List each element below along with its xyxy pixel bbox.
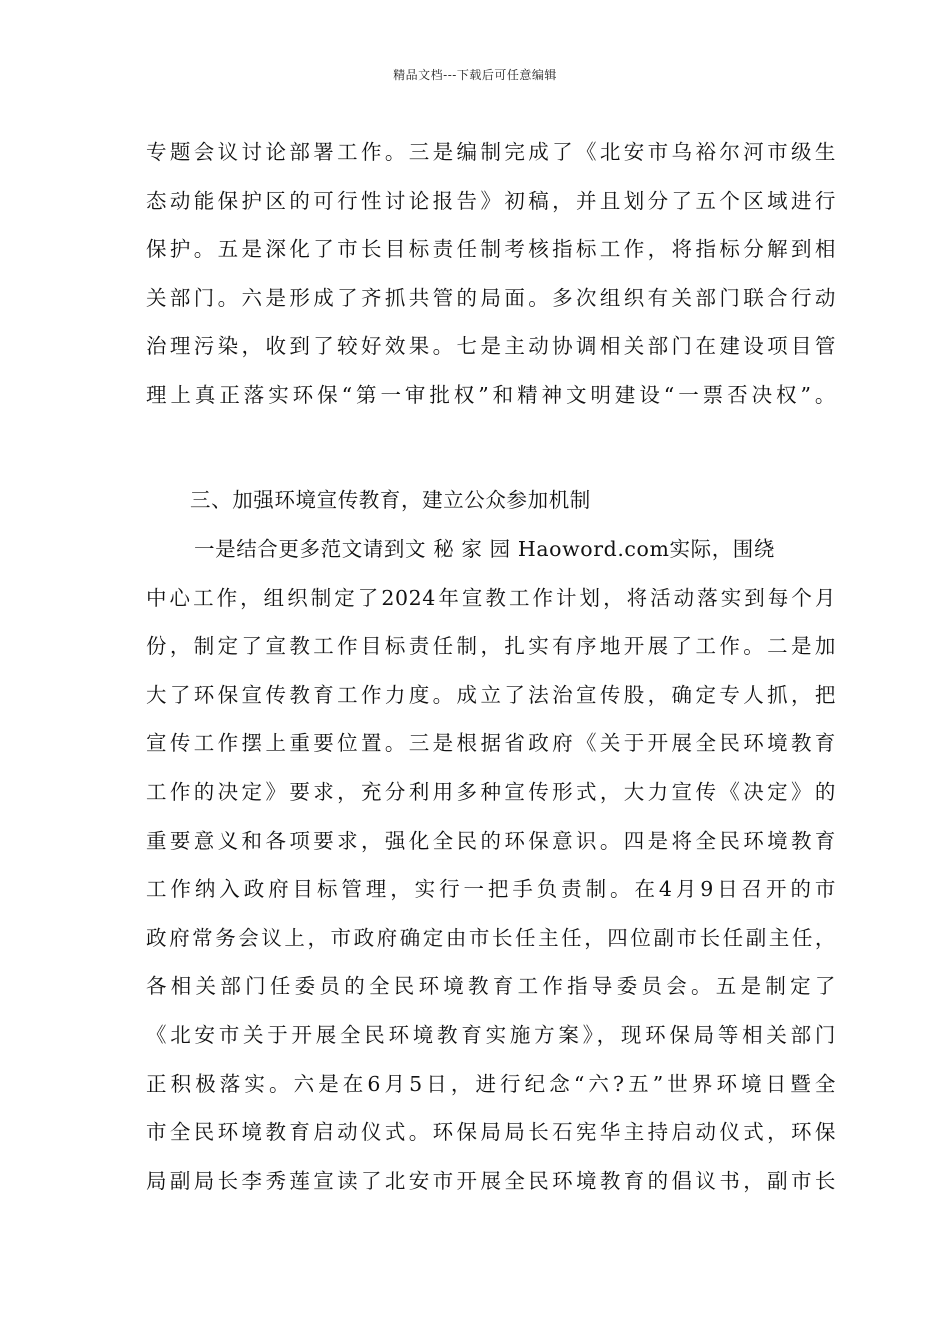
text-line: 治理污染，收到了较好效果。七是主动协调相关部门在建设项目管 — [146, 334, 836, 359]
paragraph-body — [146, 525, 836, 1205]
text-line: 中心工作，组织制定了2024年宣教工作计划，将活动落实到每个月 — [146, 585, 836, 610]
text-line-first: 一是结合更多范文请到文 秘 家 园 Haoword.com实际，围绕 — [194, 537, 775, 561]
text-line: 工作纳入政府目标管理，实行一把手负责制。在4月9日召开的市 — [146, 877, 836, 902]
text-line: 重要意义和各项要求，强化全民的环保意识。四是将全民环境教育 — [146, 828, 836, 853]
text-line: 宣传工作摆上重要位置。三是根据省政府《关于开展全民环境教育 — [146, 731, 836, 756]
text-line: 份，制定了宣教工作目标责任制，扎实有序地开展了工作。二是加 — [146, 634, 836, 659]
text-line: 专题会议讨论部署工作。三是编制完成了《北安市乌裕尔河市级生 — [146, 140, 836, 164]
text-line: 保护。五是深化了市长目标责任制考核指标工作，将指标分解到相 — [146, 237, 836, 262]
text-line: 政府常务会议上，市政府确定由市长任主任，四位副市长任副主任， — [146, 925, 836, 950]
text-line: 态动能保护区的可行性讨论报告》初稿，并且划分了五个区域进行 — [146, 188, 836, 213]
text-line: 大了环保宣传教育工作力度。成立了法治宣传股，确定专人抓，把 — [146, 682, 836, 707]
text-line: 市全民环境教育启动仪式。环保局局长石宪华主持启动仪式，环保 — [146, 1120, 836, 1145]
text-line: 理上真正落实环保“第一审批权”和精神文明建设“一票否决权”。 — [146, 382, 836, 407]
text-line: 局副局长李秀莲宣读了北安市开展全民环境教育的倡议书，副市长 — [146, 1168, 836, 1193]
section-heading: 三、加强环境宣传教育，建立公众参加机制 — [190, 488, 591, 512]
text-line: 关部门。六是形成了齐抓共管的局面。多次组织有关部门联合行动 — [146, 285, 836, 310]
text-line: 工作的决定》要求，充分利用多种宣传形式，大力宣传《决定》的 — [146, 779, 836, 804]
text-line: 各相关部门任委员的全民环境教育工作指导委员会。五是制定了 — [146, 974, 836, 999]
text-line: 《北安市关于开展全民环境教育实施方案》，现环保局等相关部门 — [146, 1022, 836, 1047]
text-line: 正积极落实。六是在6月5日，进行纪念“六?五”世界环境日暨全 — [146, 1071, 836, 1096]
paragraph-continued — [146, 128, 836, 420]
page-header: 精品文档---下载后可任意编辑 — [393, 68, 557, 82]
